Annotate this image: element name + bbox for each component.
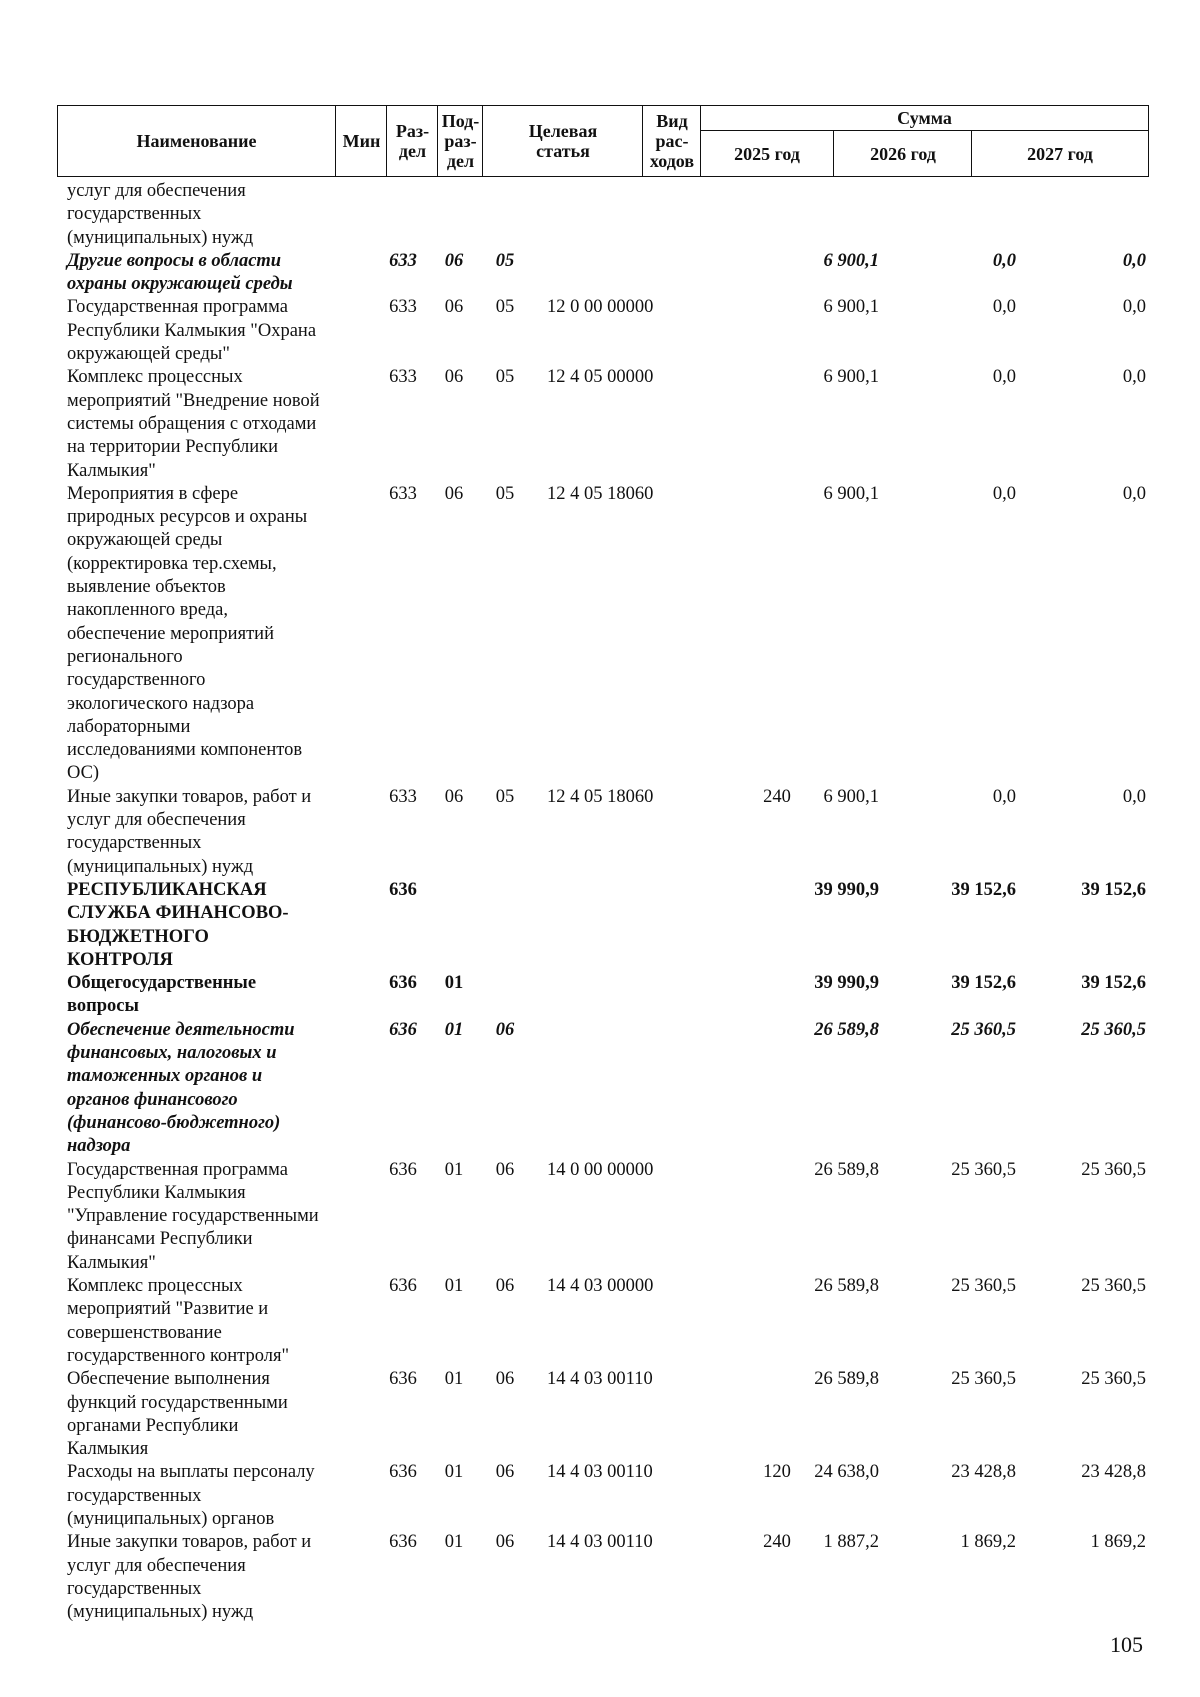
row-sum-2025: 39 990,9 [814,973,879,994]
row-sum-2026: 0,0 [992,297,1016,318]
row-name [67,1368,367,1461]
row-name-line: Общегосударственные [67,973,257,994]
header-razdel [386,106,438,176]
row-name-line: регионального [67,646,183,667]
row-name-line: ОС) [67,763,100,784]
row-name-line: (муниципальных) органов [67,1509,275,1529]
row-name-line: (корректировка тер.схемы, [67,553,277,574]
row-statya: 14 4 03 00110 [547,1462,653,1483]
row-name-line: Комплекс процессных [67,1276,243,1297]
table-row [57,1019,1149,1159]
row-min: 633 [389,786,417,807]
row-name-line: услуг для обеспечения [67,181,246,201]
row-min: 636 [389,879,417,900]
header-vid-line: рас- [655,131,689,151]
row-name [67,879,367,972]
row-min: 636 [389,1276,417,1297]
row-sum-2026: 25 360,5 [951,1019,1016,1040]
header-year-2026: 2026 год [833,131,972,176]
row-statya: 12 4 05 18060 [547,786,654,807]
row-podrazdel: 05 [495,250,515,271]
row-min: 633 [389,297,417,318]
row-name-line: СЛУЖБА ФИНАНСОВО- [67,903,289,924]
row-podrazdel: 05 [495,483,515,504]
row-name-line: Обеспечение выполнения [67,1369,270,1390]
row-min: 636 [389,1369,417,1390]
row-name [67,366,367,482]
row-sum-2027: 0,0 [1122,367,1146,388]
row-name [67,786,367,879]
table-row [57,1159,1149,1276]
header-name: Наименование [136,131,257,151]
row-sum-2025: 26 589,8 [814,1369,879,1390]
table-row [57,1461,1149,1531]
row-sum-2025: 6 900,1 [823,297,879,318]
row-razdel: 06 [444,786,464,807]
row-name-line: БЮДЖЕТНОГО [67,926,209,947]
row-podrazdel: 05 [495,786,515,807]
table-row [57,1531,1149,1624]
row-name-line: Комплекс процессных [67,367,243,388]
row-razdel: 01 [444,1159,464,1180]
row-name-line: таможенных органов и [67,1066,263,1087]
row-razdel: 01 [444,1462,464,1483]
row-min: 633 [389,367,417,388]
row-podrazdel: 06 [495,1276,515,1297]
row-name-line: (муниципальных) нужд [67,1602,254,1623]
row-name-line: охраны окружающей среды [67,274,293,295]
row-name [67,1159,367,1275]
row-sum-2026: 39 152,6 [951,973,1016,994]
row-sum-2026: 0,0 [992,367,1016,388]
row-min: 633 [389,250,417,271]
row-razdel: 06 [444,483,464,504]
row-name-line: органами Республики [67,1415,239,1436]
row-sum-2027: 23 428,8 [1081,1462,1146,1483]
page-number: 105 [1110,1632,1143,1657]
row-statya: 12 4 05 00000 [547,367,654,388]
row-podrazdel: 06 [495,1159,515,1180]
row-razdel: 01 [444,1276,464,1297]
row-name-line: государственных [67,204,202,225]
table-body [57,180,1149,1624]
row-statya: 14 0 00 00000 [547,1159,654,1180]
header-summa: Сумма [701,106,1148,131]
header-year-2027: 2027 год [971,131,1148,176]
header-vid-line: ходов [649,151,695,171]
row-sum-2026: 0,0 [992,250,1016,271]
row-podrazdel: 06 [495,1532,515,1553]
row-name-line: финансами Республики [67,1229,253,1250]
row-min: 636 [389,973,417,994]
row-sum-2026: 1 869,2 [960,1532,1016,1553]
row-name-line: Расходы на выплаты персоналу [67,1462,315,1483]
row-name-line: РЕСПУБЛИКАНСКАЯ [67,879,267,900]
row-name-line: Калмыкия" [67,1252,156,1273]
row-podrazdel: 05 [495,297,515,318]
row-name-line: Калмыкия" [67,460,156,481]
table-row [57,483,1149,786]
row-name-line: Государственная программа [67,297,288,318]
row-name-line: экологического надзора [67,693,255,714]
row-name-line: выявление объектов [67,577,226,598]
row-statya: 14 4 03 00000 [547,1276,654,1297]
row-name-line: Обеспечение деятельности [67,1019,295,1040]
row-name-line: (муниципальных) нужд [67,227,254,248]
table-row [57,1368,1149,1461]
row-min: 636 [389,1462,417,1483]
row-sum-2025: 24 638,0 [814,1462,879,1483]
row-razdel: 01 [444,1019,464,1040]
row-name [67,1461,367,1531]
row-sum-2027: 39 152,6 [1081,973,1146,994]
row-name-line: Государственная программа [67,1159,288,1180]
row-name-line: государственных [67,1485,202,1506]
row-name-line: Другие вопросы в области [67,250,282,271]
row-name-line: на территории Республики [67,437,279,458]
row-name-line: Иные закупки товаров, работ и [67,786,312,807]
row-sum-2025: 26 589,8 [814,1019,879,1040]
row-name [67,296,367,366]
table-row [57,972,1149,1019]
row-sum-2027: 0,0 [1122,483,1146,504]
row-name-line: Калмыкия [67,1439,149,1460]
row-razdel: 06 [444,367,464,388]
row-name [67,1275,367,1368]
row-name-line: вопросы [67,996,139,1017]
header-statya [482,106,643,176]
row-vid: 240 [763,1532,791,1553]
row-sum-2027: 0,0 [1122,250,1146,271]
row-podrazdel: 06 [495,1369,515,1390]
header-vid [642,106,701,176]
row-vid: 240 [763,786,791,807]
row-podrazdel: 06 [495,1019,515,1040]
row-name-line: (муниципальных) нужд [67,856,254,877]
row-name-line: государственных [67,1578,202,1599]
table-row [57,786,1149,879]
row-statya: 14 4 03 00110 [547,1369,653,1390]
row-sum-2026: 23 428,8 [951,1462,1016,1483]
row-name-line: лабораторными [67,716,191,737]
row-name [67,1531,367,1624]
row-sum-2025: 26 589,8 [814,1276,879,1297]
row-name-line: Республики Калмыкия [67,1182,246,1203]
row-name [67,483,367,786]
row-sum-2025: 1 887,2 [823,1532,879,1553]
row-sum-2025: 6 900,1 [823,483,879,504]
row-name-line: Республики Калмыкия "Охрана [67,320,317,341]
row-razdel: 06 [444,250,464,271]
row-name-line: надзора [67,1136,131,1157]
row-sum-2027: 39 152,6 [1081,879,1146,900]
header-summa-group [700,106,1148,176]
table-row [57,296,1149,366]
row-name-line: системы обращения с отходами [67,413,317,434]
row-sum-2027: 25 360,5 [1081,1019,1146,1040]
row-sum-2025: 26 589,8 [814,1159,879,1180]
row-name-line: исследованиями компонентов [67,740,303,761]
row-name-line: государственного контроля" [67,1345,290,1366]
row-podrazdel: 06 [495,1462,515,1483]
table-row [57,180,1149,250]
row-name-line: государственных [67,833,202,854]
row-statya: 14 4 03 00110 [547,1532,653,1553]
table-row [57,1275,1149,1368]
row-sum-2025: 6 900,1 [823,367,879,388]
row-name [67,180,367,250]
row-sum-2025: 6 900,1 [823,786,879,807]
header-year-2025: 2025 год [734,143,800,164]
row-sum-2027: 25 360,5 [1081,1159,1146,1180]
row-name-line: КОНТРОЛЯ [67,949,173,970]
header-podrazdel [437,106,483,176]
row-name-line: органов финансового [67,1089,238,1110]
row-razdel: 01 [444,973,464,994]
row-name-line: "Управление государственными [67,1206,319,1227]
row-name-line: обеспечение мероприятий [67,623,274,644]
row-name-line: функций государственными [67,1392,288,1413]
header-statya-line: статья [536,141,590,161]
header-min: Мин [335,106,387,176]
header-podrazdel-line: дел [446,151,475,171]
row-sum-2026: 25 360,5 [951,1159,1016,1180]
row-sum-2027: 0,0 [1122,786,1146,807]
row-sum-2026: 25 360,5 [951,1276,1016,1297]
header-podrazdel-line: раз- [444,131,477,151]
row-name-line: финансовых, налоговых и [67,1043,277,1064]
row-razdel: 01 [444,1369,464,1390]
table-row [57,250,1149,297]
row-name-line: услуг для обеспечения [67,1555,246,1576]
row-name-line: природных ресурсов и охраны [67,507,308,528]
row-name-line: мероприятий "Развитие и [67,1299,269,1320]
header-vid-line: Вид [656,111,688,131]
row-sum-2027: 25 360,5 [1081,1369,1146,1390]
row-name-line: (финансово-бюджетного) [67,1112,281,1133]
row-min: 633 [389,483,417,504]
row-sum-2027: 1 869,2 [1090,1532,1146,1553]
row-sum-2026: 25 360,5 [951,1369,1016,1390]
row-name-line: Иные закупки товаров, работ и [67,1532,312,1553]
header-razdel-line: дел [398,141,427,161]
row-name-line: окружающей среды [67,530,223,551]
row-sum-2025: 39 990,9 [814,879,879,900]
row-vid: 120 [763,1462,791,1483]
header-razdel-line: Раз- [395,121,430,141]
row-podrazdel: 05 [495,367,515,388]
row-name-line: услуг для обеспечения [67,810,246,831]
table-header [57,105,1149,177]
row-name-line: совершенствование [67,1322,222,1343]
row-name-line: Мероприятия в сфере [67,483,239,504]
row-razdel: 06 [444,297,464,318]
row-min: 636 [389,1159,417,1180]
row-sum-2027: 0,0 [1122,297,1146,318]
row-name-line: окружающей среды" [67,344,230,365]
row-sum-2027: 25 360,5 [1081,1276,1146,1297]
row-name-line: мероприятий "Внедрение новой [67,390,320,411]
row-sum-2025: 6 900,1 [823,250,879,271]
row-sum-2026: 39 152,6 [951,879,1016,900]
header-podrazdel-line: Под- [441,111,480,131]
row-min: 636 [389,1019,417,1040]
row-name-line: накопленного вреда, [67,600,229,621]
row-name [67,250,367,297]
row-sum-2026: 0,0 [992,786,1016,807]
row-statya: 12 0 00 00000 [547,297,654,318]
table-row [57,879,1149,972]
row-statya: 12 4 05 18060 [547,483,654,504]
table-row [57,366,1149,483]
row-min: 636 [389,1532,417,1553]
row-razdel: 01 [444,1532,464,1553]
row-name-line: государственного [67,670,206,691]
row-name [67,972,367,1019]
header-statya-line: Целевая [528,121,598,141]
row-sum-2026: 0,0 [992,483,1016,504]
row-name [67,1019,367,1159]
